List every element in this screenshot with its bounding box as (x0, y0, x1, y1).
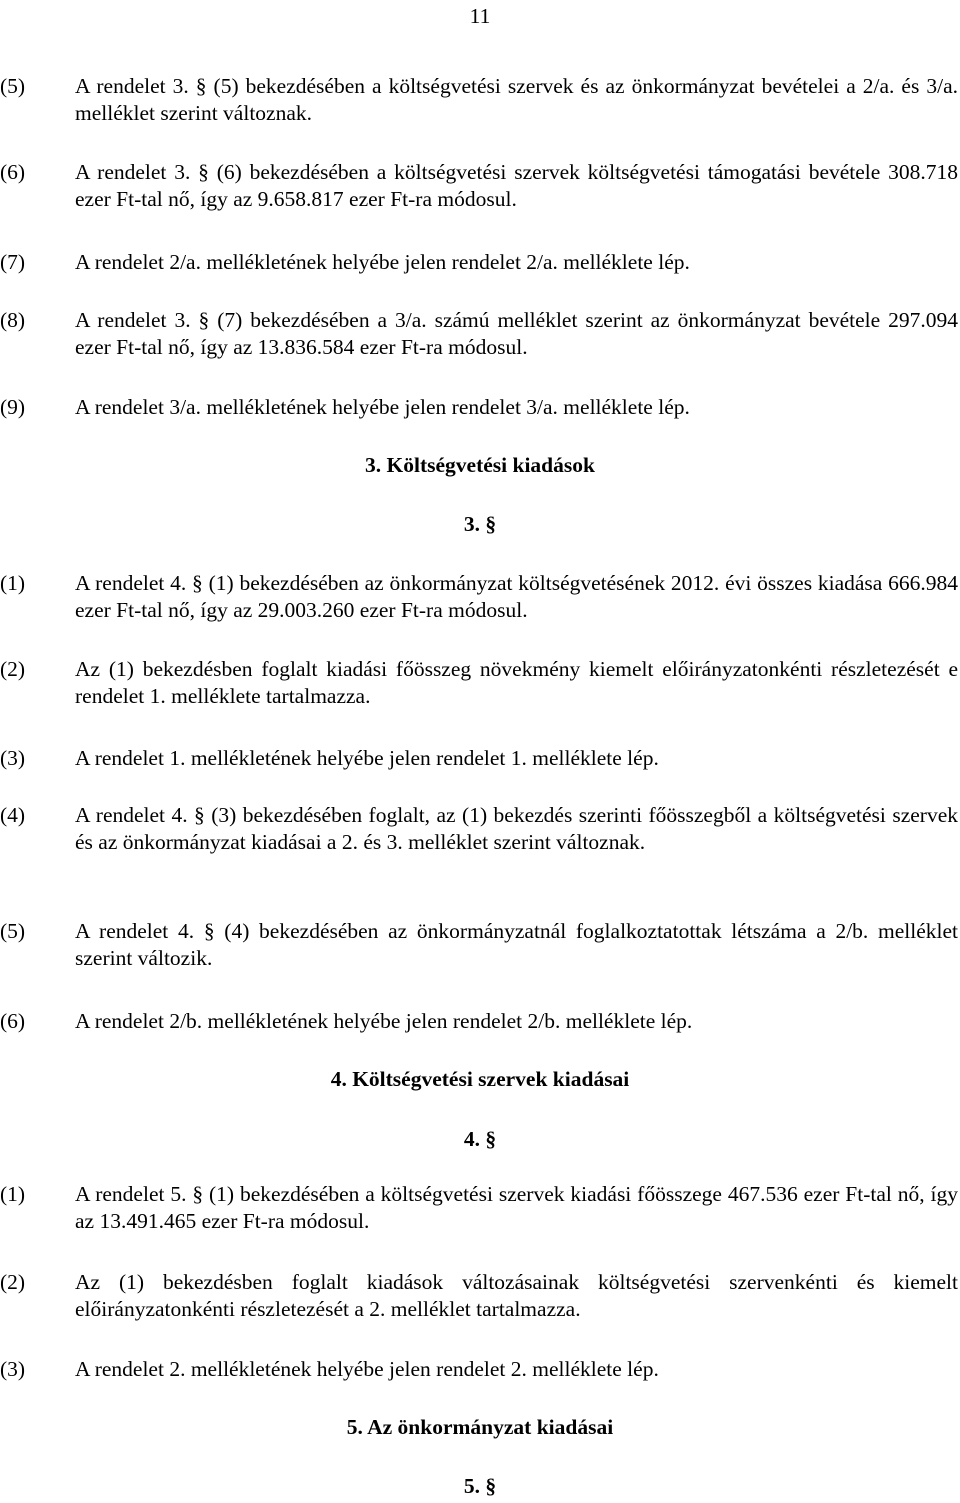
paragraph-text: Az (1) bekezdésben foglalt kiadási főösszeg növekmény kiemelt előirányzatonkénti részletezését e rendelet 1. melléklete tartalmazza. (75, 657, 958, 708)
section-heading-3: 3. Költségvetési kiadások (365, 453, 595, 477)
paragraph-number: (5) (0, 74, 26, 98)
section-heading-4: 4. Költségvetési szervek kiadásai (330, 1067, 630, 1091)
paragraph-number: (2) (0, 1270, 26, 1294)
paragraph-5-1 (0, 1181, 958, 1235)
paragraph-text: A rendelet 5. § (1) bekezdésében a költségvetési szervek kiadási főösszege 467.536 ezer Ft-tal nő, így az 13.491.465 ezer Ft-ra módosul. (75, 1182, 958, 1233)
paragraph-text: A rendelet 3. § (5) bekezdésében a költségvetési szervek és az önkormányzat bevételei a 2/a. és 3/a. melléklet szerint változnak. (75, 74, 958, 125)
paragraph-text: A rendelet 4. § (4) bekezdésében az önkormányzatnál foglalkoztatottak létszáma a 2/b. melléklet szerint változik. (75, 919, 958, 970)
paragraph-text: A rendelet 3. § (7) bekezdésében a 3/a. számú melléklet szerint az önkormányzat bevétele 297.094 ezer Ft-tal nő, így az 13.836.584 ezer Ft-ra módosul. (75, 308, 958, 359)
paragraph-number: (5) (0, 919, 26, 943)
paragraph-number: (6) (0, 160, 26, 184)
paragraph-number: (1) (0, 571, 26, 595)
section-mark-5: 5. § (463, 1474, 497, 1498)
paragraph-text: A rendelet 4. § (1) bekezdésében az önkormányzat költségvetésének 2012. évi összes kiadása 666.984 ezer Ft-tal nő, így az 29.003.260 ezer Ft-ra módosul. (75, 571, 958, 622)
paragraph-4-6 (0, 1008, 958, 1035)
paragraph-number: (7) (0, 250, 26, 274)
paragraph-text: A rendelet 4. § (3) bekezdésében foglalt, az (1) bekezdés szerinti főösszegből a költségvetési szervek és az önkormányzat kiadásai a 2. és 3. melléklet szerint változnak. (75, 803, 958, 854)
paragraph-5-2 (0, 1269, 958, 1323)
paragraph-4-3 (0, 745, 958, 772)
paragraph-text: A rendelet 3/a. mellékletének helyébe jelen rendelet 3/a. melléklete lép. (75, 395, 690, 419)
paragraph-4-2 (0, 656, 958, 710)
paragraph-text: Az (1) bekezdésben foglalt kiadások változásainak költségvetési szervenkénti és kiemelt előirányzatonkénti részletezését a 2. melléklet tartalmazza. (75, 1270, 958, 1321)
section-mark-4: 4. § (463, 1127, 497, 1151)
paragraph-text: A rendelet 1. mellékletének helyébe jelen rendelet 1. melléklete lép. (75, 746, 659, 770)
page-number: 11 (469, 4, 491, 28)
paragraph-number: (4) (0, 803, 26, 827)
paragraph-text: A rendelet 3. § (6) bekezdésében a költségvetési szervek költségvetési támogatási bevétele 308.718 ezer Ft-tal nő, így az 9.658.817 ezer Ft-ra módosul. (75, 160, 958, 211)
paragraph-number: (8) (0, 308, 26, 332)
paragraph-5-3 (0, 1356, 958, 1383)
section-heading-5: 5. Az önkormányzat kiadásai (346, 1415, 614, 1439)
paragraph-4-4 (0, 802, 958, 856)
paragraph-number: (1) (0, 1182, 26, 1206)
paragraph-number: (9) (0, 395, 26, 419)
paragraph-3-8 (0, 307, 958, 361)
paragraph-4-5 (0, 918, 958, 972)
paragraph-3-5 (0, 73, 958, 127)
paragraph-3-6 (0, 159, 958, 213)
paragraph-3-7 (0, 249, 958, 276)
section-mark-3: 3. § (463, 512, 497, 536)
paragraph-text: A rendelet 2/b. mellékletének helyébe jelen rendelet 2/b. melléklete lép. (75, 1009, 693, 1033)
paragraph-4-1 (0, 570, 958, 624)
paragraph-3-9 (0, 394, 958, 421)
paragraph-text: A rendelet 2. mellékletének helyébe jelen rendelet 2. melléklete lép. (75, 1357, 659, 1381)
paragraph-number: (3) (0, 1357, 26, 1381)
paragraph-number: (6) (0, 1009, 26, 1033)
paragraph-number: (2) (0, 657, 26, 681)
paragraph-number: (3) (0, 746, 26, 770)
paragraph-text: A rendelet 2/a. mellékletének helyébe jelen rendelet 2/a. melléklete lép. (75, 250, 690, 274)
